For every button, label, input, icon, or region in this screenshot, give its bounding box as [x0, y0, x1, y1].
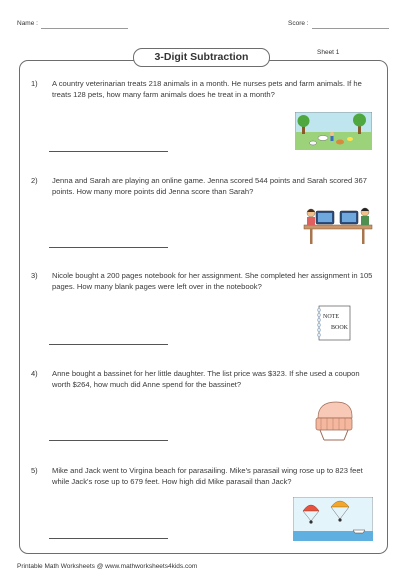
score-line [312, 28, 389, 29]
page-title: 3-Digit Subtraction [133, 48, 270, 67]
question-number: 5) [31, 466, 38, 475]
score-label: Score : [288, 20, 309, 27]
question-text: A country veterinarian treats 218 animals in a month. He nurses pets and farm animals. If he treats 128 pets, how many farm animals does he treat in a month? [52, 79, 362, 99]
question-text: Jenna and Sarah are playing an online game. Jenna scored 544 points and Sarah scored 367 points. How many more points did Jenna score than Sarah? [52, 176, 367, 196]
footer-brand: Printable Math Worksheets @ www.mathworksheets4kids.com [17, 563, 198, 570]
kids-computers-icon [302, 203, 374, 245]
notebook-word: BOOK [331, 325, 349, 331]
name-line [41, 28, 128, 29]
answer-line [49, 247, 168, 248]
question-number: 2) [31, 176, 38, 185]
farm-animals-icon [295, 112, 372, 150]
bassinet-icon [312, 398, 356, 444]
answer-line [49, 151, 168, 152]
question-text: Mike and Jack went to Virgina beach for parasailing. Mike's parasail wing rose up to 823 feet while Jack's rose up to 679 feet. How high did Mike parasail than Jack? [52, 466, 363, 486]
question-number: 1) [31, 79, 38, 88]
question-number: 3) [31, 271, 38, 280]
question-text: Anne bought a bassinet for her little daughter. The list price was $323. If she used a coupon worth $264, how much did Anne spend for the bassinet? [52, 369, 360, 389]
question-number: 4) [31, 369, 38, 378]
answer-line [49, 538, 168, 539]
question-text: Nicole bought a 200 pages notebook for her assignment. She completed her assignment in 105 pages. How many blank pages were left over in the notebook? [52, 271, 373, 291]
notebook-icon [316, 305, 352, 341]
sheet-label: Sheet 1 [317, 49, 340, 56]
parasail-icon [293, 497, 373, 541]
name-label: Name : [17, 20, 38, 27]
notebook-word: NOTE [323, 314, 339, 320]
answer-line [49, 344, 168, 345]
answer-line [49, 440, 168, 441]
